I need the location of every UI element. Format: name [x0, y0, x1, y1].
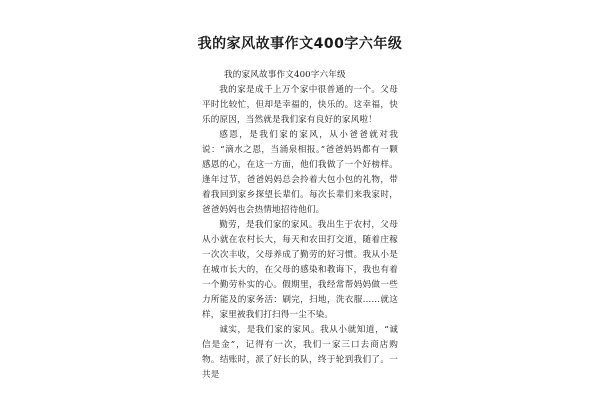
paragraph-4: 诚实，是我们家的家风。我从小就知道，“诚信是金”，记得有一次，我们一家三口去商店购物。结账时，派了好长的队，终于轮到我们了。一共是	[202, 325, 398, 380]
paragraph-2: 感恩，是我们家的家风，从小爸爸就对我说：“滴水之恩，当涌泉相报。”爸爸妈妈都有一颗感恩的心，在这一方面，他们我做了一个好榜样。逢年过节，爸爸妈妈总会拎着大包小包的礼物，带着我回到家乡探望长辈们。每次长辈们来我家时，爸爸妈妈也会热情地招待他们。	[202, 130, 398, 215]
page-title: 我的家风故事作文400字六年级	[197, 36, 403, 52]
document-subtitle: 我的家风故事作文400字六年级	[224, 70, 346, 80]
paragraph-1: 我的家是成千上万个家中很普通的一个。父母平时比较忙，但却是幸福的，快乐的。这幸福，快乐的原因，当然就是我们家有良好的家风啦！	[202, 85, 398, 125]
paragraph-3: 勤劳，是我们家的家风。我出生于农村，父母从小就在农村长大，每天和农田打交道，随着庄稼一次次丰收，父母养成了勤劳的好习惯。我从小是在城市长大的，在父母的感染和教诲下，我也有着一个勤劳朴实的心。假期里，我经常帮妈妈做一些力所能及的家务活：刷完，扫地，洗衣服……就这样，家里被我们打扫得一尘不染。	[202, 220, 398, 320]
document-body	[202, 68, 398, 383]
